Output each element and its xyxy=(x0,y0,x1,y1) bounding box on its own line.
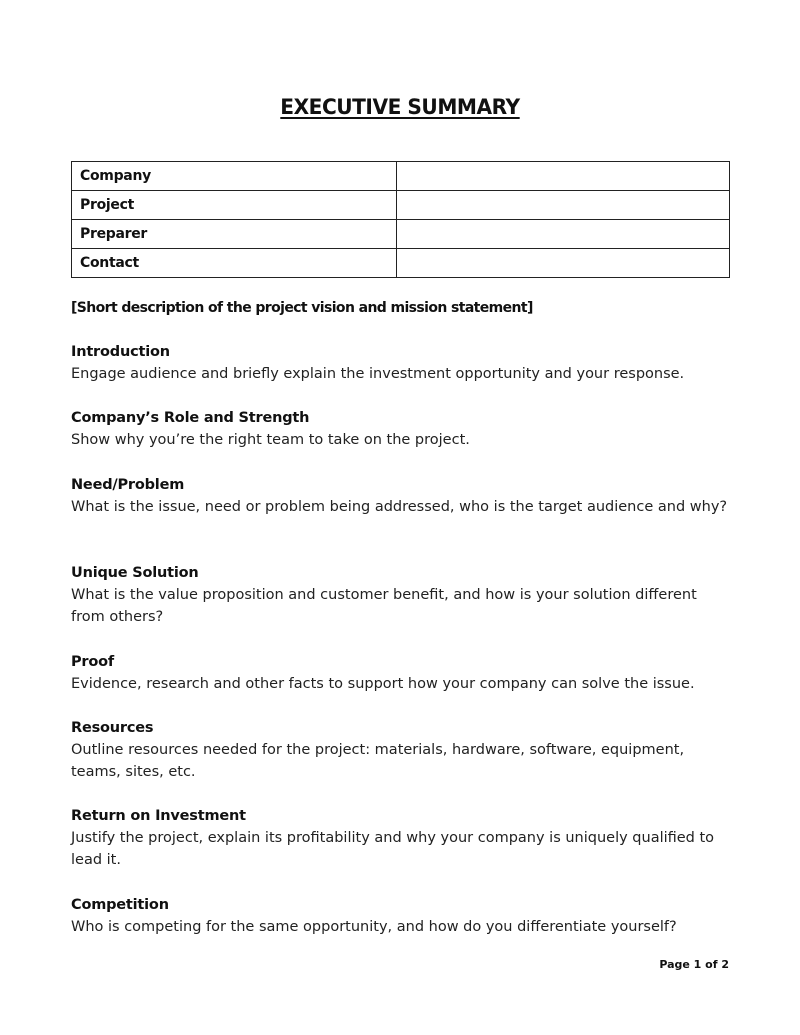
section-competition xyxy=(71,894,731,938)
section-return-on-investment xyxy=(71,805,731,871)
section-heading: Unique Solution xyxy=(71,565,199,581)
section-body: What is the value proposition and customer benefit, and how is your solution different from others? xyxy=(71,587,697,625)
table-label-contact: Contact xyxy=(72,249,397,278)
table-value-preparer[interactable] xyxy=(396,220,729,249)
info-table xyxy=(71,161,730,278)
section-body: Engage audience and briefly explain the investment opportunity and your response. xyxy=(71,366,685,382)
table-row xyxy=(72,162,730,191)
table-label-company: Company xyxy=(72,162,397,191)
section-heading: Company’s Role and Strength xyxy=(71,410,310,426)
section-company-role xyxy=(71,407,731,451)
section-heading: Return on Investment xyxy=(71,808,246,824)
section-unique-solution xyxy=(71,562,731,628)
table-row xyxy=(72,220,730,249)
section-body: Outline resources needed for the project: materials, hardware, software, equipment, teams, sites, etc. xyxy=(71,742,685,780)
document-title: EXECUTIVE SUMMARY xyxy=(280,95,520,119)
section-body: Justify the project, explain its profitability and why your company is uniquely qualified to lead it. xyxy=(71,830,715,868)
section-resources xyxy=(71,717,731,783)
section-body: Who is competing for the same opportunity, and how do you differentiate yourself? xyxy=(71,919,677,935)
section-heading: Competition xyxy=(71,897,169,913)
section-body: Show why you’re the right team to take on the project. xyxy=(71,432,470,448)
table-row xyxy=(72,191,730,220)
section-heading: Proof xyxy=(71,654,115,670)
section-body: What is the issue, need or problem being addressed, who is the target audience and why? xyxy=(71,499,728,515)
section-heading: Introduction xyxy=(71,344,170,360)
section-need-problem xyxy=(71,474,731,518)
table-value-project[interactable] xyxy=(396,191,729,220)
project-description: [Short description of the project vision and mission statement] xyxy=(71,300,533,316)
table-value-company[interactable] xyxy=(396,162,729,191)
section-heading: Resources xyxy=(71,720,154,736)
table-label-preparer: Preparer xyxy=(72,220,397,249)
section-heading: Need/Problem xyxy=(71,477,185,493)
section-proof xyxy=(71,651,731,695)
table-row xyxy=(72,249,730,278)
table-label-project: Project xyxy=(72,191,397,220)
section-introduction xyxy=(71,341,731,385)
table-value-contact[interactable] xyxy=(396,249,729,278)
page-number: Page 1 of 2 xyxy=(659,958,729,971)
section-body: Evidence, research and other facts to support how your company can solve the issue. xyxy=(71,676,695,692)
